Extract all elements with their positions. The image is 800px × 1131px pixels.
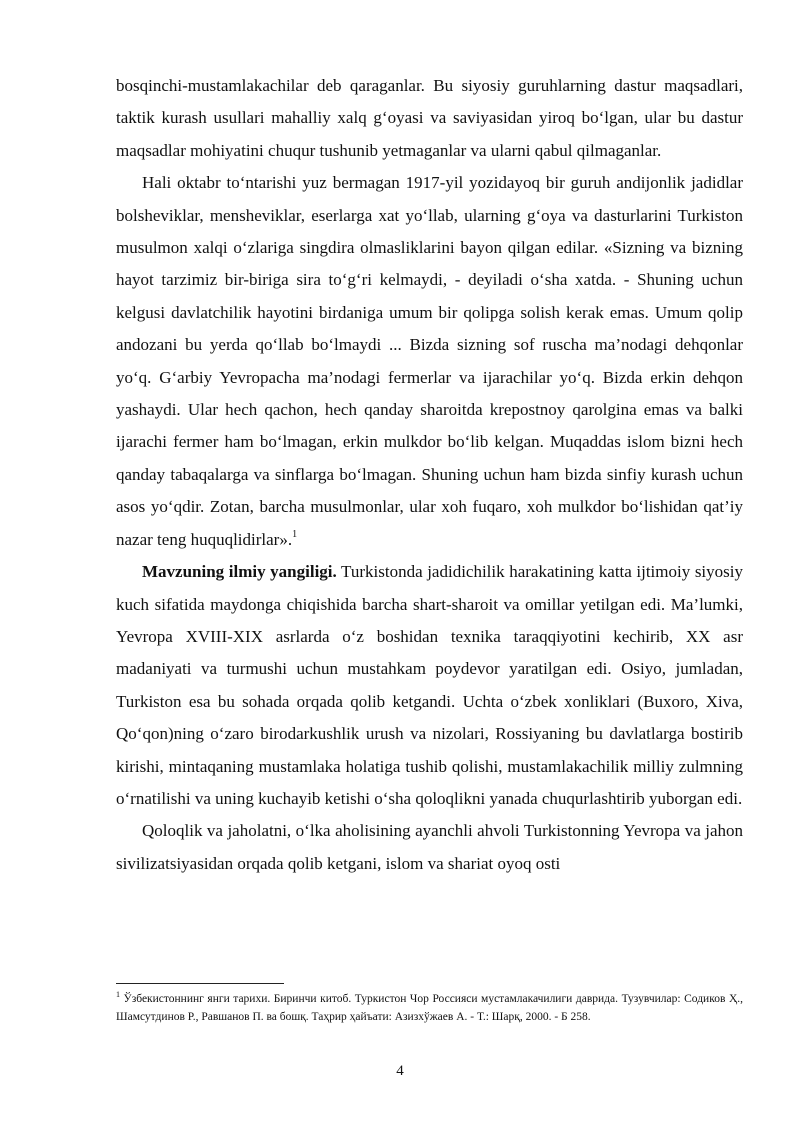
page-number: 4 [396,1063,404,1079]
footnote [116,990,743,1026]
footnote-text: Ўзбекистоннинг янги тарихи. Биринчи китоб. Туркистон Чор Россияси мустамлакачилиги даврида. Тузувчилар: Содиков Ҳ., Шамсутдинов Р., Равшанов П. ва бошқ. Таҳрир ҳайъати: Азизхўжаев А. - Т.: Шарқ, 2000. - Б 258. [116,993,743,1023]
paragraph-1: bosqinchi-mustamlakachilar deb qaraganlar. Bu siyosiy guruhlarning dastur maqsadlari, taktik kurash usullari mahalliy xalq g‘oyasi va saviyasidan yiroq bo‘lgan, ular bu dastur maqsadlar mohiyatini chuqur tushunib yetmaganlar va ularni qabul qilmaganlar. [116,76,743,160]
paragraph-2 [116,167,743,556]
footnote-marker: 1 [116,990,120,999]
footnote-reference[interactable]: 1 [292,528,298,540]
paragraph-2-text: Hali oktabr to‘ntarishi yuz bermagan 1917-yil yozidayoq bir guruh andijonlik jadidlar bolsheviklar, mensheviklar, eserlarga xat yo‘llab, ularning g‘oya va dasturlarini Turkiston musulmon xalqi o‘zlariga singdira olmasliklarini bayon qilgan edilar. «Sizning va bizning hayot tarzimiz bir-biriga sira to‘g‘ri kelmaydi, - deyiladi o‘sha xatda. - Shuning uchun kelgusi davlatchilik hayotini birdaniga umum bir qolipga solish kerak emas. Umum qolip andozani bu yerda qo‘llab bo‘lmaydi ... Bizda sizning sof ruscha ma’nodagi dehqonlar yo‘q. G‘arbiy Yevropacha ma’nodagi fermerlar va ijarachilar yo‘q. Bizda erkin dehqon yashaydi. Ular hech qachon, hech qanday sharoitda krepostnoy qarolgina emas va balki ijarachi fermer ham bo‘lmagan, erkin mulkdor bo‘lib kelgan. Muqaddas islom bizni hech qanday tabaqalarga va sinflarga bo‘lmagan. Shuning uchun ham bizda sinfiy kurash uchun asos yo‘qdir. Zotan, barcha musulmonlar, ular xoh fuqaro, xoh mulkdor bo‘lishidan qat’iy nazar teng huquqlidirlar». [116,173,743,549]
page-body [116,70,743,880]
paragraph-3 [116,556,743,815]
paragraph-4: Qoloqlik va jaholatni, o‘lka aholisining ayanchli ahvoli Turkistonning Yevropa va jahon sivilizatsiyasidan orqada qolib ketgani, islom va shariat oyoq osti [116,821,743,873]
section-heading: Mavzuning ilmiy yangiligi. [142,562,337,582]
footnote-divider [116,983,284,984]
paragraph-3-text: Turkistonda jadidichilik harakatining katta ijtimoiy siyosiy kuch sifatida maydonga chiqishida barcha shart-sharoit va omillar yetilgan edi. Ma’lumki, Yevropa XVIII-XIX asrlarda o‘z boshidan texnika taraqqiyotini kechirib, XX asr madaniyati va turmushi uchun mustahkam poydevor yaratilgan edi. Osiyo, jumladan, Turkiston esa bu sohada orqada qolib ketgandi. Uchta o‘zbek xonliklari (Buxoro, Xiva, Qo‘qon)ning o‘zaro birodarkushlik urush va nizolari, Rossiyaning bu davlatlarga bostirib kirishi, mintaqaning mustamlaka holatiga tushib qolishi, mustamlakachilik milliy zulmning o‘rnatilishi va uning kuchayib ketishi o‘sha qoloqlikni yanada chuqurlashtirib yuborgan edi. [116,562,743,808]
